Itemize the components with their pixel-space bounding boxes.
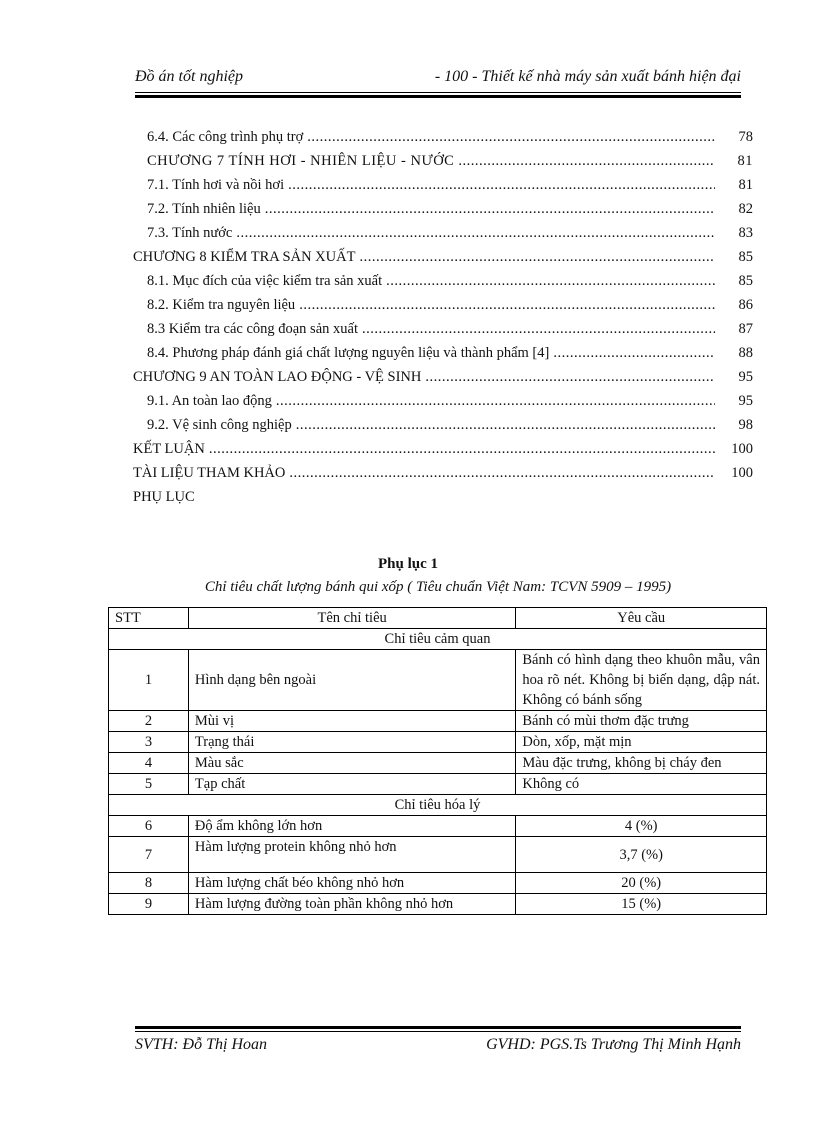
header-name: Tên chỉ tiêu	[188, 608, 515, 629]
table-row: 5 Tạp chất Không có	[109, 774, 767, 795]
page-header	[135, 66, 741, 92]
toc-row: CHƯƠNG 7 TÍNH HƠI - NHIÊN LIỆU - NƯỚC ..... 81	[133, 153, 753, 177]
quality-spec-table	[108, 607, 767, 915]
appendix-title: Phụ lục 1	[377, 556, 438, 572]
table-row: 4 Màu sắc Màu đặc trưng, không bị cháy đen	[109, 753, 767, 774]
header-stt: STT	[109, 608, 189, 629]
toc-row: TÀI LIỆU THAM KHẢO ..... 100	[133, 465, 753, 489]
header-rule-thin	[135, 92, 741, 93]
toc-row: 8.2. Kiểm tra nguyên liệu ..... 86	[133, 297, 753, 321]
toc-row: 6.4. Các công trình phụ trợ ..... 78	[133, 129, 753, 153]
group-row	[109, 795, 767, 816]
table-row: 8 Hàm lượng chất béo không nhỏ hơn 20 (%)	[109, 873, 767, 894]
toc-row: 8.4. Phương pháp đánh giá chất lượng nguyên liệu và thành phẩm [4] ..... 88	[133, 345, 753, 369]
header-requirement: Yêu cầu	[516, 608, 767, 629]
footer-rule-thick	[135, 1026, 741, 1029]
group-row	[109, 629, 767, 650]
toc-row: KẾT LUẬN ..... 100	[133, 441, 753, 465]
appendix-subtitle: Chỉ tiêu chất lượng bánh qui xốp ( Tiêu chuẩn Việt Nam: TCVN 5909 – 1995)	[204, 579, 672, 595]
footer-student: SVTH: Đỗ Thị Hoan	[135, 1036, 268, 1053]
table-header-row	[109, 608, 767, 629]
group-chemical: Chỉ tiêu hóa lý	[109, 795, 767, 816]
toc-row: CHƯƠNG 8 KIỂM TRA SẢN XUẤT ..... 85	[133, 249, 753, 273]
header-right: - 100 - Thiết kế nhà máy sản xuất bánh hiện đại	[434, 68, 741, 85]
toc-row: 9.2. Vệ sinh công nghiệp ..... 98	[133, 417, 753, 441]
table-row: 1 Hình dạng bên ngoài Bánh có hình dạng theo khuôn mẫu, vân hoa rõ nét. Không bị biến dạng, dập nát. Không có bánh sống	[109, 650, 767, 711]
table-row: 3 Trạng thái Dòn, xốp, mặt mịn	[109, 732, 767, 753]
header-left: Đồ án tốt nghiệp	[135, 68, 243, 85]
footer-advisor: GVHD: PGS.Ts Trương Thị Minh Hạnh	[486, 1036, 741, 1053]
table-of-contents	[133, 129, 753, 513]
header-rule-thick	[135, 95, 741, 98]
table-row: 2 Mùi vị Bánh có mùi thơm đặc trưng	[109, 711, 767, 732]
toc-row: 8.1. Mục đích của việc kiểm tra sản xuất ..... 85	[133, 273, 753, 297]
table-row: 7 Hàm lượng protein không nhỏ hơn 3,7 (%)	[109, 837, 767, 873]
toc-row: 7.2. Tính nhiên liệu ..... 82	[133, 201, 753, 225]
toc-row: 8.3 Kiểm tra các công đoạn sản xuất ..... 87	[133, 321, 753, 345]
toc-row: 7.3. Tính nước ..... 83	[133, 225, 753, 249]
footer-rule-thin	[135, 1031, 741, 1032]
table-row: 6 Độ ẩm không lớn hơn 4 (%)	[109, 816, 767, 837]
toc-row: CHƯƠNG 9 AN TOÀN LAO ĐỘNG - VỆ SINH ..... 95	[133, 369, 753, 393]
table-row: 9 Hàm lượng đường toàn phần không nhỏ hơn 15 (%)	[109, 894, 767, 915]
toc-row: 9.1. An toàn lao động ..... 95	[133, 393, 753, 417]
group-sensory: Chỉ tiêu cảm quan	[109, 629, 767, 650]
toc-row: 7.1. Tính hơi và nồi hơi ..... 81	[133, 177, 753, 201]
toc-row: PHỤ LỤC	[133, 489, 195, 505]
